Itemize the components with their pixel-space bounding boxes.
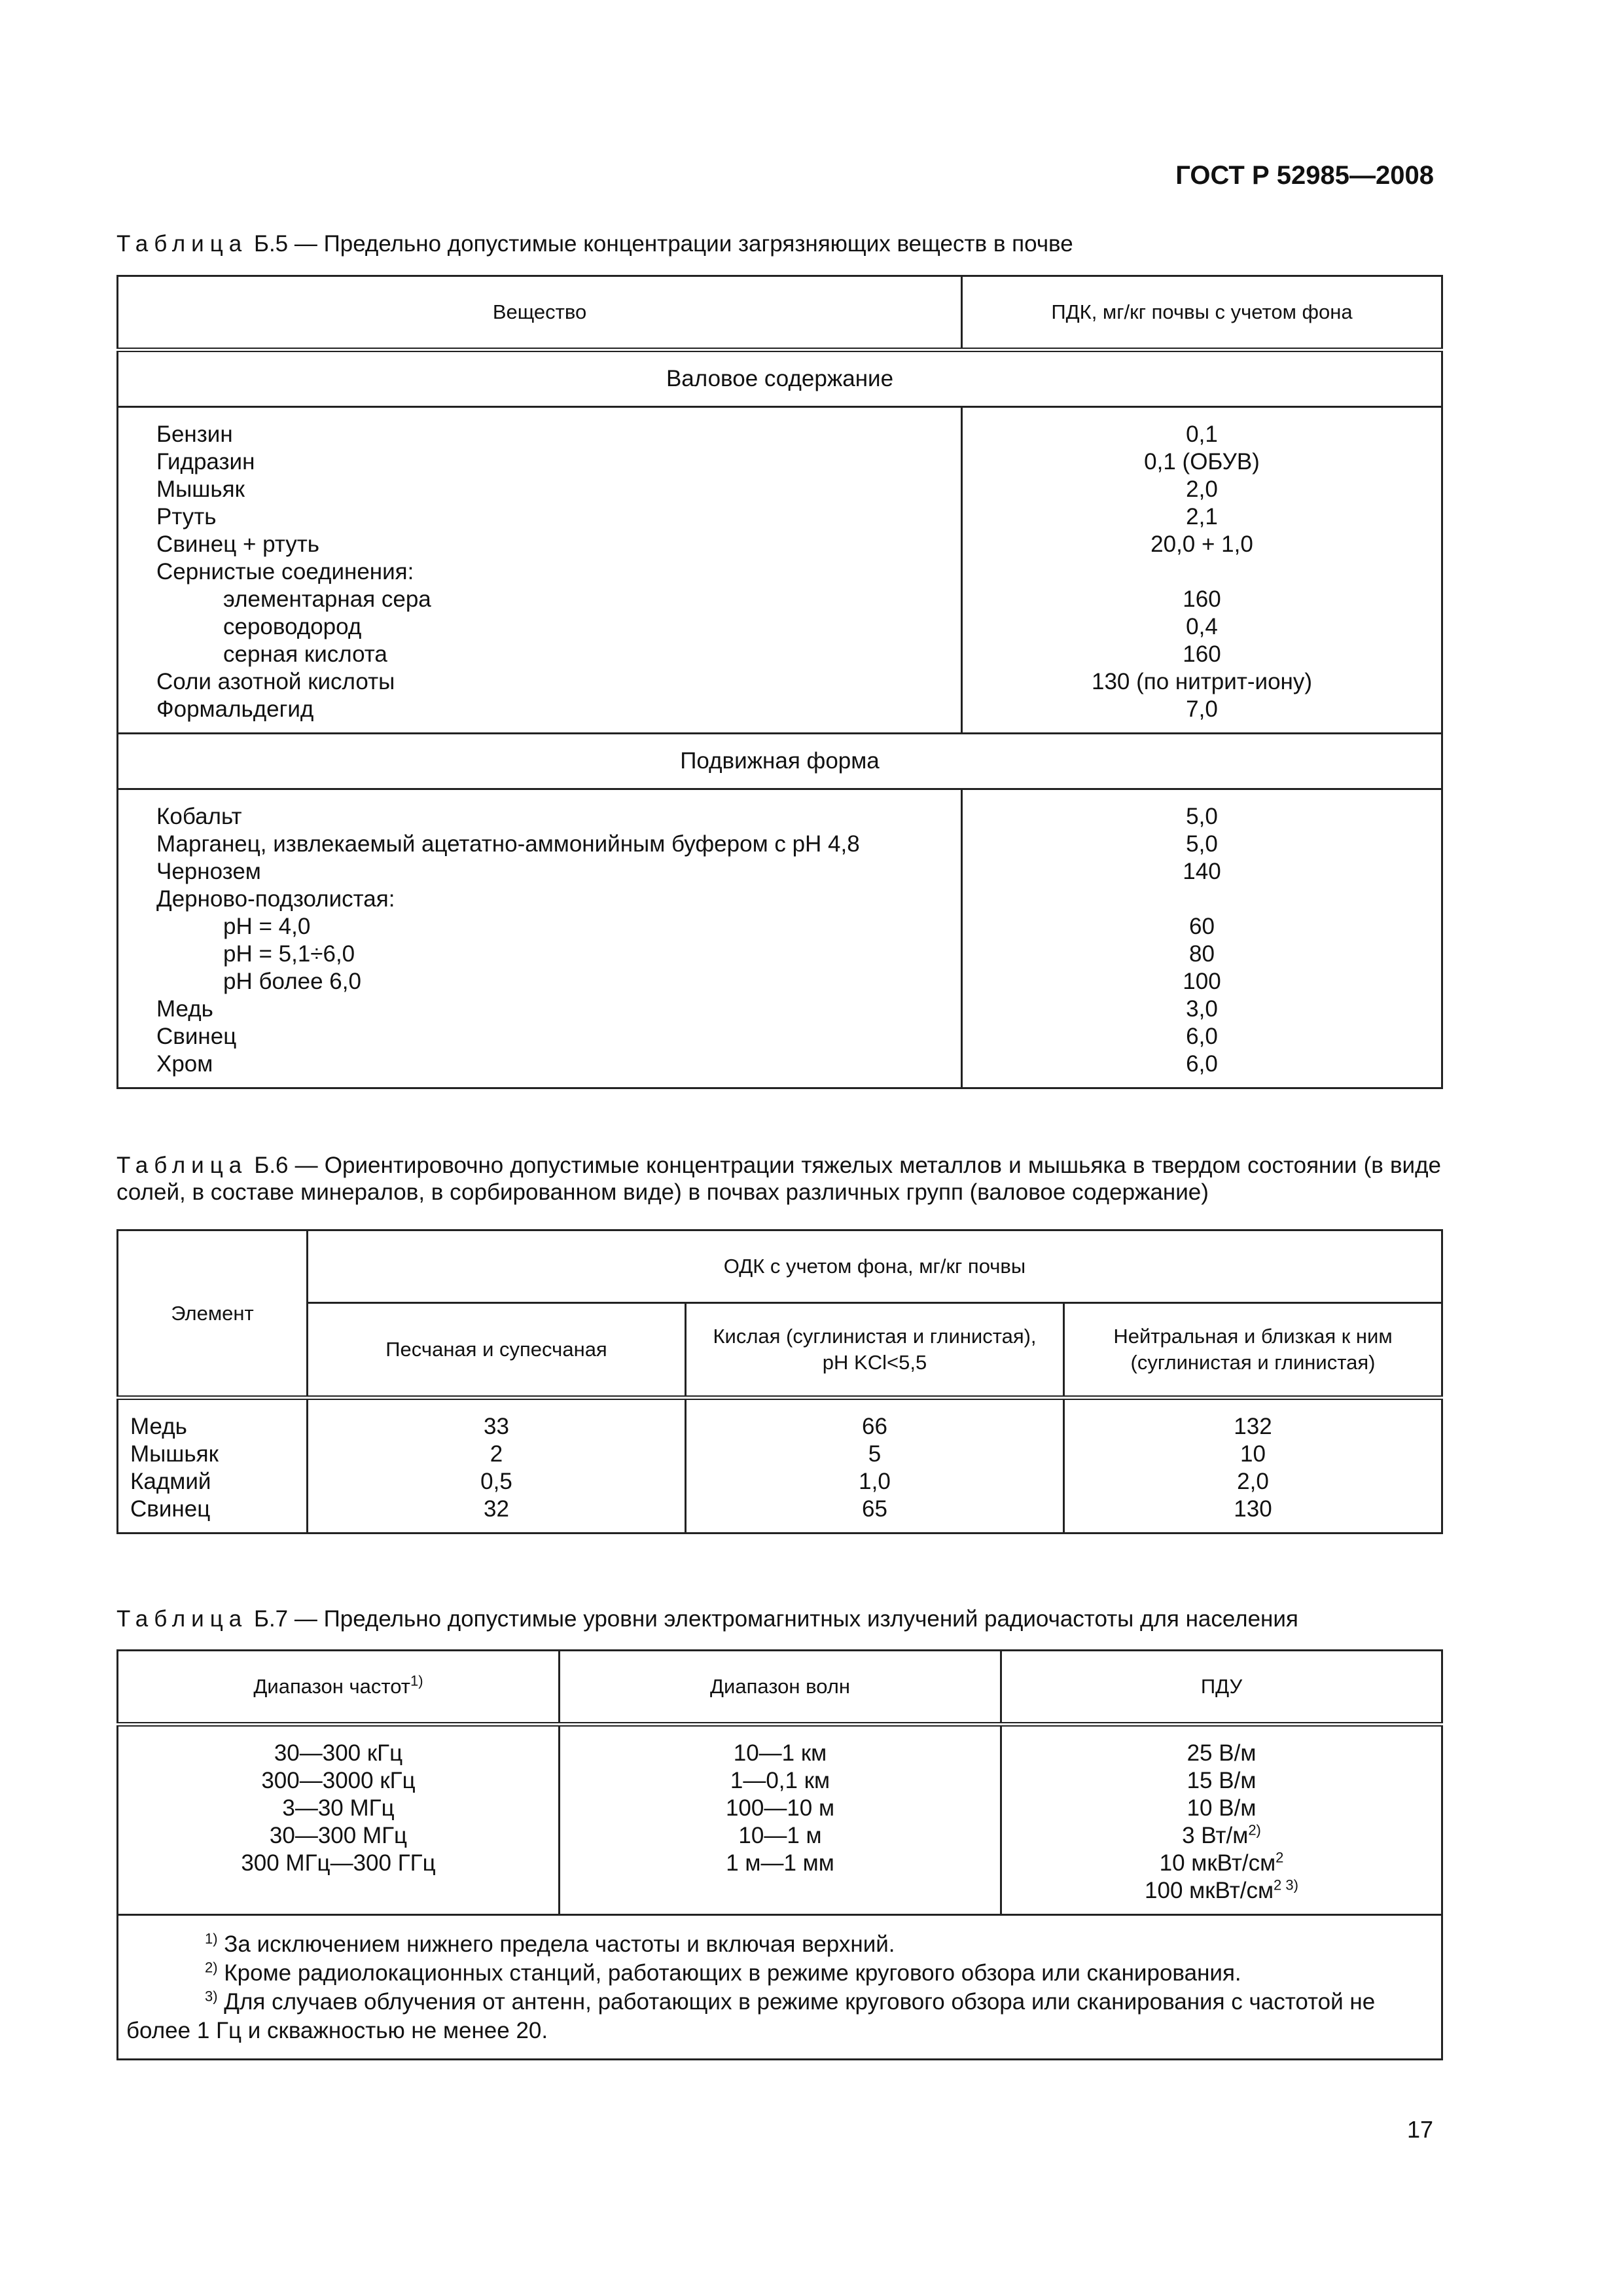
substance-name: сероводород (223, 614, 362, 639)
substance-name: Гидразин (156, 449, 255, 475)
table7-caption-label: Таблица (116, 1606, 248, 1632)
element-name: Мышьяк (130, 1441, 219, 1467)
sandy-value: 0,5 (480, 1469, 512, 1494)
substance-mpc-value: 100 (1183, 969, 1221, 994)
substance-name: pH = 5,1÷6,0 (223, 941, 355, 967)
table7-wavelength-values (560, 1725, 1001, 1915)
table5-values-cell (962, 789, 1442, 1088)
table7-body (118, 1725, 1442, 1915)
table5 (116, 275, 1443, 1089)
sandy-value: 32 (484, 1496, 509, 1522)
acidic-value: 5 (868, 1441, 882, 1467)
table7-limit-values (1001, 1725, 1442, 1915)
table5-section-title: Валовое содержание (118, 350, 1442, 407)
document-code: ГОСТ Р 52985—2008 (1175, 161, 1434, 190)
substance-name: Хром (156, 1051, 213, 1077)
substance-name: Ртуть (156, 504, 217, 529)
neutral-value: 10 (1240, 1441, 1266, 1467)
substance-name: Сернистые соединения: (156, 559, 414, 584)
substance-mpc-value: 160 (1183, 586, 1221, 612)
footnote-mark: 2) (205, 1959, 218, 1976)
table6-header-row (118, 1230, 1442, 1303)
wavelength-range: 10—1 км (733, 1740, 827, 1766)
substance-name: pH = 4,0 (223, 914, 311, 939)
limit-text: 3 Вт/м (1182, 1823, 1249, 1848)
table6-subheader-sandy: Песчаная и супесчаная (308, 1303, 686, 1398)
limit-value (1002, 1767, 1441, 1795)
substance-name: Кобальт (156, 804, 242, 829)
substance-name: Формальдегид (156, 696, 314, 722)
substance-name: элементарная сера (223, 586, 431, 612)
frequency-range: 3—30 МГц (282, 1795, 395, 1821)
table7-footnotes (118, 1915, 1442, 2060)
substance-mpc-value: 0,4 (1186, 614, 1218, 639)
substance-name: Дерново-подзолистая: (156, 886, 395, 912)
substance-name: Бензин (156, 422, 233, 447)
page-number: 17 (1406, 2116, 1433, 2143)
table6-caption-label: Таблица (116, 1153, 248, 1178)
table6-header-element: Элемент (118, 1230, 308, 1398)
wavelength-range: 100—10 м (725, 1795, 835, 1821)
limit-value (1002, 1795, 1441, 1822)
sandy-value: 33 (484, 1414, 509, 1439)
table5-values-cell (962, 407, 1442, 734)
table6-subheader-neutral: Нейтральная и близкая к ним (суглинистая и глинистая) (1064, 1303, 1442, 1398)
table7-caption (116, 1605, 1441, 1632)
acidic-value: 65 (862, 1496, 887, 1522)
table7-header-wavelength: Диапазон волн (560, 1651, 1001, 1725)
limit-superscript: 2 (1275, 1849, 1284, 1866)
element-name: Кадмий (130, 1469, 211, 1494)
substance-mpc-value: 60 (1189, 914, 1215, 939)
table5-header-substance: Вещество (118, 276, 962, 350)
table5-section-row (118, 350, 1442, 407)
element-name: Медь (130, 1414, 187, 1439)
acidic-value: 1,0 (859, 1469, 891, 1494)
table5-section-body (118, 407, 1442, 734)
substance-name: Марганец, извлекаемый ацетатно-аммонийным буфером с pH 4,8 (156, 831, 860, 857)
footnote (126, 1959, 1433, 1988)
table7-notes-row (118, 1915, 1442, 2060)
table7 (116, 1649, 1443, 2060)
limit-value (1002, 1822, 1441, 1850)
element-name: Свинец (130, 1496, 211, 1522)
table7-header-limit: ПДУ (1001, 1651, 1442, 1725)
substance-mpc-value (963, 886, 1441, 913)
substance-mpc-value: 2,0 (1186, 476, 1218, 502)
table6-caption-text: Б.6 — Ориентировочно допустимые концентрации тяжелых металлов и мышьяка в твердом состоянии (в виде солей, в составе минералов, в сорбированном виде) в почвах различных групп (валовое содержание) (116, 1153, 1441, 1205)
substance-mpc-value: 0,1 (ОБУВ) (1144, 449, 1260, 475)
neutral-value: 132 (1234, 1414, 1272, 1439)
table5-section-body (118, 789, 1442, 1088)
substance-name: Свинец (156, 1024, 237, 1049)
table7-frequency-values (118, 1725, 560, 1915)
substance-mpc-value: 0,1 (1186, 422, 1218, 447)
limit-text: 100 мкВт/см (1145, 1878, 1274, 1903)
table7-caption-text: Б.7 — Предельно допустимые уровни электромагнитных излучений радиочастоты для населения (253, 1606, 1298, 1632)
limit-value (1002, 1740, 1441, 1767)
table5-header-mpc: ПДК, мг/кг почвы с учетом фона (962, 276, 1442, 350)
limit-text: 10 мкВт/см (1159, 1850, 1276, 1876)
substance-name: Свинец + ртуть (156, 531, 320, 557)
frequency-range: 300—3000 кГц (261, 1768, 416, 1793)
footnote (126, 1930, 1433, 1959)
substance-name: Мышьяк (156, 476, 245, 502)
table6-subheader-row (118, 1303, 1442, 1398)
substance-name: Чернозем (156, 859, 261, 884)
wavelength-range: 1 м—1 мм (726, 1850, 834, 1876)
substance-mpc-value: 3,0 (1186, 996, 1218, 1022)
substance-mpc-value: 5,0 (1186, 831, 1218, 857)
substance-mpc-value: 5,0 (1186, 804, 1218, 829)
substance-name: Соли азотной кислоты (156, 669, 395, 694)
limit-superscript: 2) (1248, 1821, 1261, 1839)
substance-mpc-value: 2,1 (1186, 504, 1218, 529)
table6-header-group: ОДК с учетом фона, мг/кг почвы (308, 1230, 1442, 1303)
frequency-range: 30—300 МГц (269, 1823, 408, 1848)
limit-value (1002, 1850, 1441, 1877)
footnote-text: За исключением нижнего предела частоты и включая верхний. (224, 1931, 895, 1957)
limit-superscript: 2 3) (1274, 1876, 1298, 1893)
neutral-value: 130 (1234, 1496, 1272, 1522)
acidic-value: 66 (862, 1414, 887, 1439)
table5-caption (116, 230, 1441, 257)
substance-mpc-value (963, 558, 1441, 586)
table6-subheader-acidic: Кислая (суглинистая и глинистая), pH KCl<5,5 (686, 1303, 1064, 1398)
table5-section-title: Подвижная форма (118, 734, 1442, 789)
substance-name: серная кислота (223, 641, 387, 667)
table7-header-row (118, 1651, 1442, 1725)
table6-elements-cell (118, 1398, 308, 1534)
table5-header-row (118, 276, 1442, 350)
table6-sandy-values (308, 1398, 686, 1534)
limit-text: 10 В/м (1186, 1795, 1257, 1821)
substance-mpc-value: 80 (1189, 941, 1215, 967)
footnote-mark: 3) (205, 1988, 218, 2005)
table5-names-cell (118, 789, 962, 1088)
table6 (116, 1229, 1443, 1534)
substance-mpc-value: 6,0 (1186, 1051, 1218, 1077)
footnote (126, 1988, 1433, 2045)
footnote-text: Кроме радиолокационных станций, работающих в режиме кругового обзора или сканирования. (224, 1960, 1241, 1986)
table6-acidic-values (686, 1398, 1064, 1534)
limit-text: 15 В/м (1186, 1768, 1257, 1793)
table7-header-frequency: Диапазон частот$^{1)}$ (118, 1651, 560, 1725)
substance-mpc-value: 20,0 + 1,0 (1150, 531, 1253, 557)
footnote-text: Для случаев облучения от антенн, работающих в режиме кругового обзора или сканирования с частотой не более 1 Гц и скважностью не менее 20. (126, 1989, 1376, 2043)
table5-caption-label: Таблица (116, 231, 248, 257)
footnote-mark: 1) (205, 1930, 218, 1947)
substance-mpc-value: 6,0 (1186, 1024, 1218, 1049)
substance-name: pH более 6,0 (223, 969, 361, 994)
table6-caption (116, 1152, 1441, 1206)
frequency-range: 30—300 кГц (274, 1740, 403, 1766)
table6-neutral-values (1064, 1398, 1442, 1534)
wavelength-range: 1—0,1 км (730, 1768, 830, 1793)
substance-mpc-value: 7,0 (1186, 696, 1218, 722)
table6-body (118, 1398, 1442, 1534)
substance-name: Медь (156, 996, 213, 1022)
frequency-range: 300 МГц—300 ГГц (241, 1850, 436, 1876)
limit-text: 25 В/м (1186, 1740, 1257, 1766)
wavelength-range: 10—1 м (738, 1823, 822, 1848)
substance-mpc-value: 140 (1183, 859, 1221, 884)
sandy-value: 2 (490, 1441, 503, 1467)
table5-names-cell (118, 407, 962, 734)
limit-value (1002, 1877, 1441, 1905)
table5-section-row (118, 734, 1442, 789)
substance-mpc-value: 160 (1183, 641, 1221, 667)
neutral-value: 2,0 (1237, 1469, 1269, 1494)
table5-caption-text: Б.5 — Предельно допустимые концентрации загрязняющих веществ в почве (253, 231, 1073, 257)
substance-mpc-value: 130 (по нитрит-иону) (1091, 669, 1313, 694)
